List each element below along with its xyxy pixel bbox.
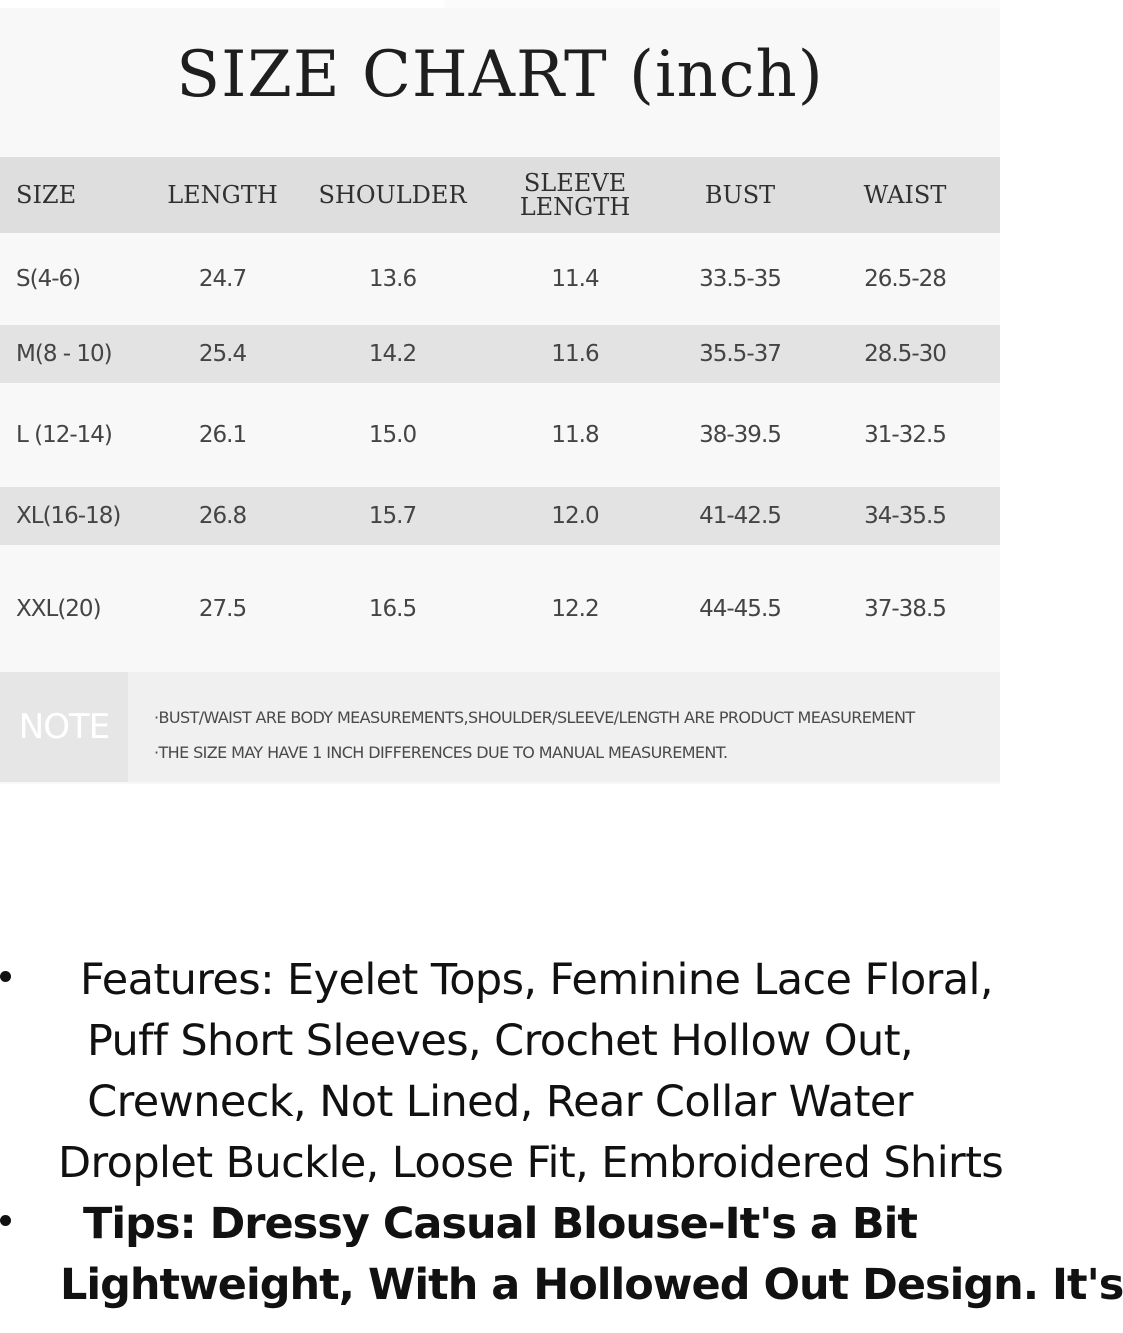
features-line: Features: Eyelet Tops, Feminine Lace Floral,: [80, 955, 993, 1005]
length-cell: 24.7: [140, 233, 305, 325]
features-line: Crewneck, Not Lined, Rear Collar Water: [87, 1077, 913, 1127]
header-sleeve-length: SLEEVE LENGTH: [480, 157, 670, 233]
length-cell: 26.8: [140, 487, 305, 545]
size-chart-table: [0, 157, 1000, 672]
size-cell: XXL(20): [0, 545, 140, 672]
size-cell: M(8 - 10): [0, 325, 140, 383]
shoulder-cell: 15.7: [305, 487, 480, 545]
shoulder-cell: 16.5: [305, 545, 480, 672]
waist-cell: 31-32.5: [810, 383, 1000, 487]
bust-cell: 33.5-35: [670, 233, 810, 325]
waist-cell: 34-35.5: [810, 487, 1000, 545]
header-waist: WAIST: [810, 157, 1000, 233]
note-label: NOTE: [0, 672, 128, 782]
length-cell: 25.4: [140, 325, 305, 383]
tips-line: Tips: Dressy Casual Blouse-It's a Bit: [83, 1199, 917, 1249]
tips-bullet: [0, 1194, 1123, 1316]
waist-cell: 26.5-28: [810, 233, 1000, 325]
features-line: Droplet Buckle, Loose Fit, Embroidered Shirts: [58, 1138, 1004, 1188]
waist-cell: 37-38.5: [810, 545, 1000, 672]
sleeve-length-cell: 11.6: [480, 325, 670, 383]
length-cell: 26.1: [140, 383, 305, 487]
shoulder-cell: 14.2: [305, 325, 480, 383]
table-row: [0, 233, 1000, 325]
sleeve-length-cell: 12.0: [480, 487, 670, 545]
table-row: [0, 545, 1000, 672]
sleeve-length-cell: 11.8: [480, 383, 670, 487]
note-line: ·THE SIZE MAY HAVE 1 INCH DIFFERENCES DUE TO MANUAL MEASUREMENT.: [154, 743, 728, 762]
length-cell: 27.5: [140, 545, 305, 672]
shoulder-cell: 15.0: [305, 383, 480, 487]
note-line: ·BUST/WAIST ARE BODY MEASUREMENTS,SHOULDER/SLEEVE/LENGTH ARE PRODUCT MEASUREMENT: [154, 708, 915, 727]
bust-cell: 35.5-37: [670, 325, 810, 383]
tips-line: Lightweight, With a Hollowed Out Design. It's: [60, 1260, 1123, 1310]
size-chart-title: SIZE CHART (inch): [176, 38, 824, 112]
shoulder-cell: 13.6: [305, 233, 480, 325]
table-row: [0, 383, 1000, 487]
features-line: Puff Short Sleeves, Crochet Hollow Out,: [86, 1016, 914, 1066]
header-length: LENGTH: [140, 157, 305, 233]
bust-cell: 44-45.5: [670, 545, 810, 672]
size-cell: S(4-6): [0, 233, 140, 325]
size-cell: L (12-14): [0, 383, 140, 487]
bullet-dot-icon: [0, 1215, 11, 1226]
bullet-dot-icon: [0, 971, 11, 982]
bust-cell: 41-42.5: [670, 487, 810, 545]
note-text: [154, 700, 1000, 770]
waist-cell: 28.5-30: [810, 325, 1000, 383]
table-header-row: [0, 157, 1000, 233]
table-row: [0, 325, 1000, 383]
bust-cell: 38-39.5: [670, 383, 810, 487]
product-description: [0, 950, 1123, 1316]
table-row: [0, 487, 1000, 545]
header-size: SIZE: [0, 157, 140, 233]
header-bust: BUST: [670, 157, 810, 233]
sleeve-length-cell: 12.2: [480, 545, 670, 672]
header-shoulder: SHOULDER: [305, 157, 480, 233]
sleeve-length-cell: 11.4: [480, 233, 670, 325]
features-bullet: [0, 950, 1004, 1194]
size-cell: XL(16-18): [0, 487, 140, 545]
note-section: [0, 672, 1000, 782]
